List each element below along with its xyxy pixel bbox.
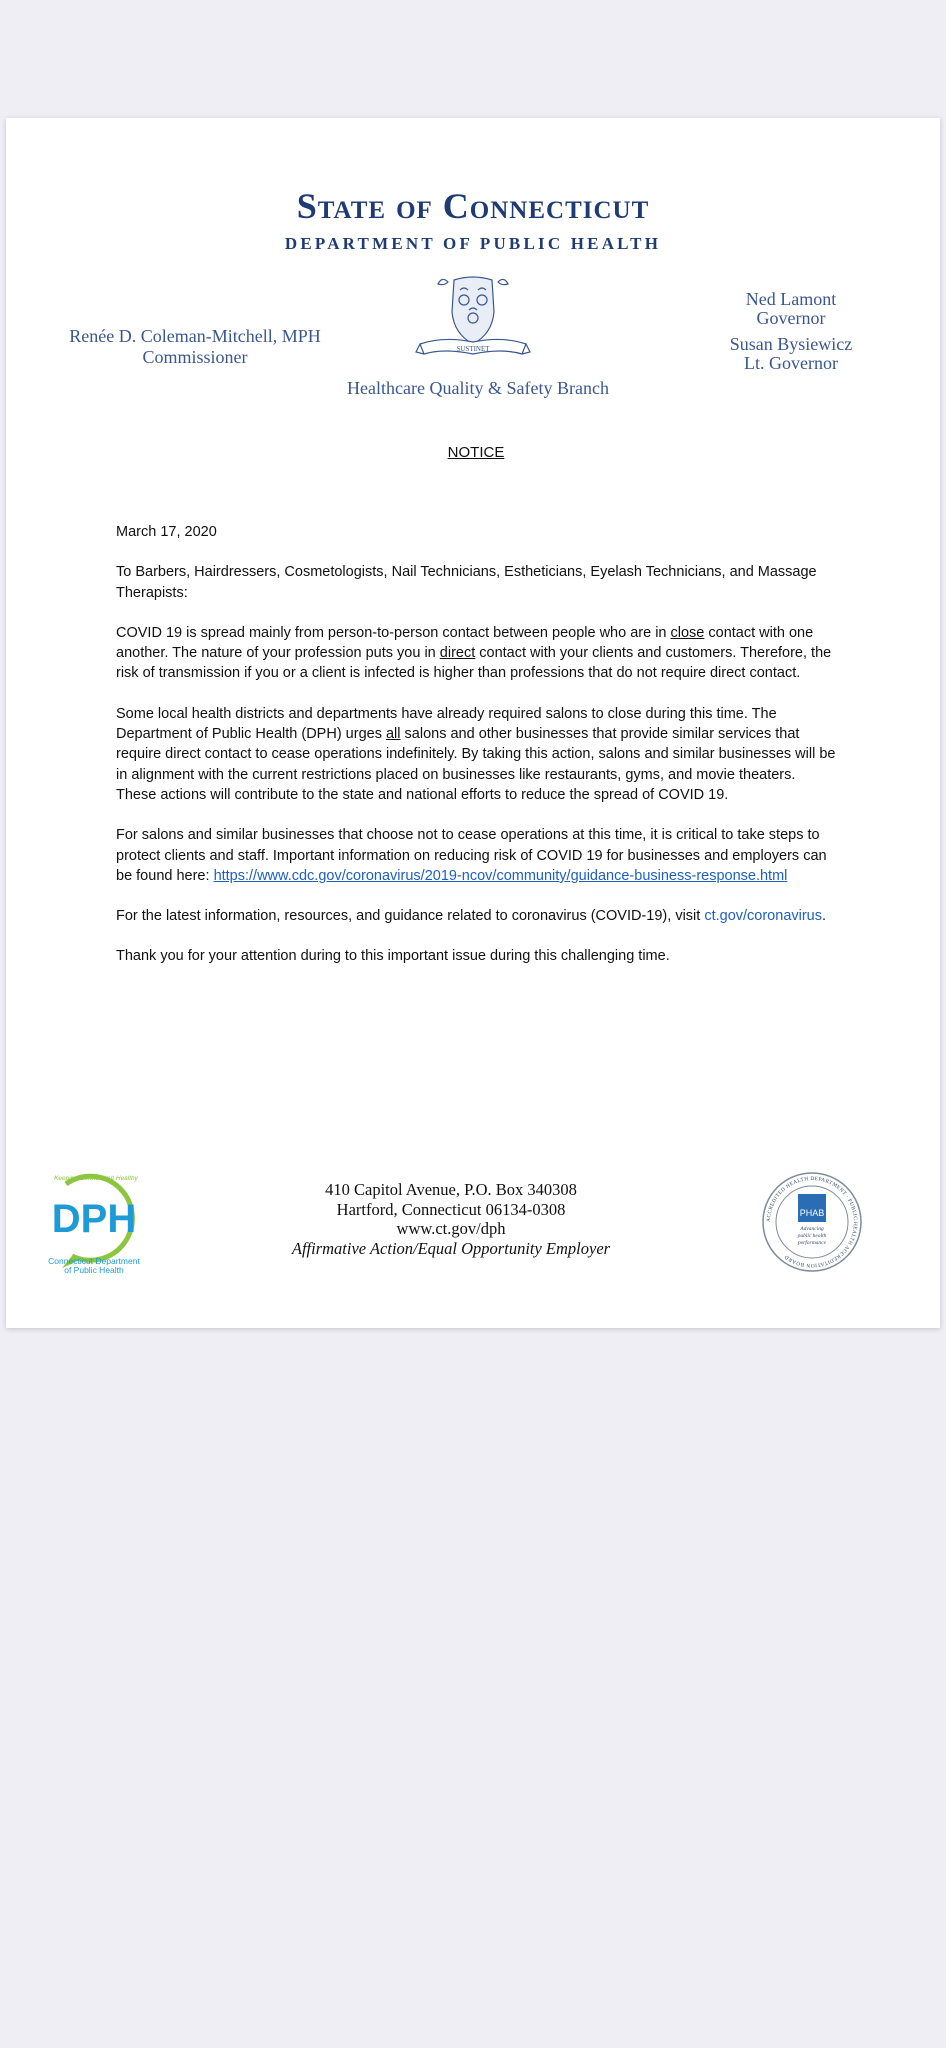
svg-text:Connecticut Department: Connecticut Department <box>48 1256 140 1266</box>
employer-statement: Affirmative Action/Equal Opportunity Employer <box>291 1238 611 1258</box>
svg-text:DPH: DPH <box>51 1197 137 1241</box>
seal-motto: SUSTINET <box>456 345 490 353</box>
ct-coronavirus-link[interactable]: ct.gov/coronavirus <box>704 908 822 925</box>
svg-text:PHAB: PHAB <box>799 1208 825 1218</box>
notice-heading: NOTICE <box>447 444 505 461</box>
svg-text:Advancing: Advancing <box>800 1226 824 1232</box>
paragraph-1: COVID 19 is spread mainly from person-to-person contact between people who are in close contact with one another. The nature of your profession puts you in direct contact with your clients and customers. Therefore, the risk of transmission if you or a client is infected is higher than professions that do not require direct contact. <box>116 624 832 682</box>
branch-name: Healthcare Quality & Safety Branch <box>347 378 609 398</box>
notice-document <box>6 118 940 1328</box>
governor-name: Ned Lamont <box>745 289 837 309</box>
state-title: State of Connecticut <box>296 186 650 226</box>
commissioner-title: Commissioner <box>142 347 248 367</box>
phab-seal-icon <box>760 1170 864 1274</box>
address-line-2: Hartford, Connecticut 06134-0308 <box>336 1199 566 1219</box>
commissioner-name: Renée D. Coleman-Mitchell, MPH <box>69 326 321 346</box>
cdc-guidance-link[interactable]: https://www.cdc.gov/coronavirus/2019-ncov/community/guidance-business-response.html <box>213 867 788 884</box>
governors-block <box>706 290 876 373</box>
paragraph-4: For the latest information, resources, and guidance related to coronavirus (COVID-19), visit ct.gov/coronavirus. <box>116 908 827 925</box>
letter-salutation: To Barbers, Hairdressers, Cosmetologists, Nail Technicians, Estheticians, Eyelash Technicians, and Massage Therapists: <box>116 564 817 601</box>
svg-text:Keeping Connecticut Healthy: Keeping Connecticut Healthy <box>54 1175 138 1182</box>
svg-text:ACCREDITED HEALTH DEPARTMENT ·: ACCREDITED HEALTH DEPARTMENT · PUBLIC HEALTH ACCREDITATION BOARD <box>765 1175 859 1269</box>
letter-body <box>116 522 836 987</box>
svg-text:performance: performance <box>797 1240 827 1246</box>
commissioner-block <box>60 326 330 368</box>
governor-title: Governor <box>756 308 826 328</box>
dph-logo-icon <box>36 1164 156 1274</box>
svg-text:of Public Health: of Public Health <box>64 1265 124 1274</box>
letter-date: March 17, 2020 <box>116 524 217 540</box>
footer-website: www.ct.gov/dph <box>396 1219 506 1238</box>
paragraph-3: For salons and similar businesses that choose not to cease operations at this time, it is critical to take steps to protect clients and staff. Important information on reducing risk of COVID 19 for businesses and employers can be found here: https://www.cdc.gov/coronavirus/2019-ncov/community/guidance-business-response.html <box>116 827 827 884</box>
lt-governor-name: Susan Bysiewicz <box>729 334 853 354</box>
svg-text:public health: public health <box>797 1233 827 1239</box>
lt-governor-title: Lt. Governor <box>744 353 838 373</box>
paragraph-2: Some local health districts and departments have already required salons to close during this time. The Department of Public Health (DPH) urges all salons and other businesses that provide similar services that require direct contact to cease operations indefinitely. By taking this action, salons and similar businesses will be in alignment with the current restrictions placed on businesses like restaurants, gyms, and movie theaters. These actions will contribute to the state and national efforts to reduce the spread of COVID 19. <box>116 705 836 803</box>
address-line-1: 410 Capitol Avenue, P.O. Box 340308 <box>325 1180 577 1199</box>
closing-paragraph: Thank you for your attention during to this important issue during this challenging time. <box>116 948 670 965</box>
state-seal-icon <box>414 272 532 370</box>
department-title: DEPARTMENT OF PUBLIC HEALTH <box>284 234 662 253</box>
footer-address <box>266 1180 636 1258</box>
